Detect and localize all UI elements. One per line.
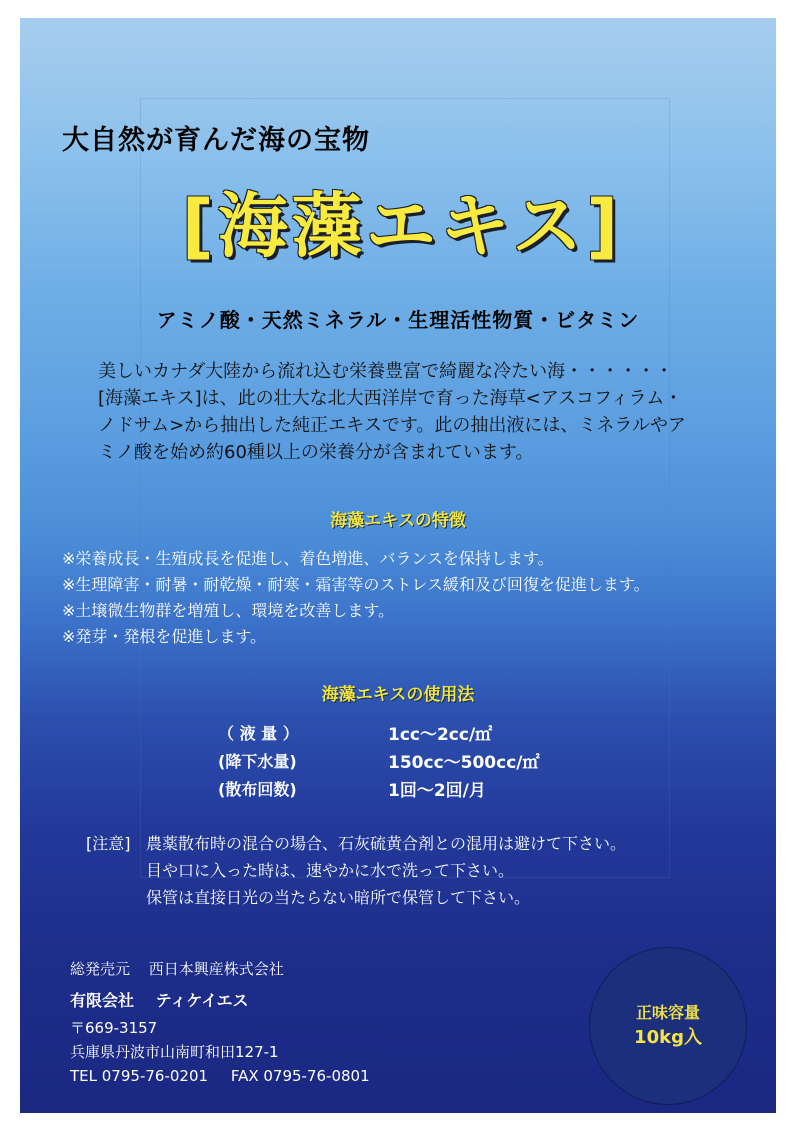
fax-number: FAX 0795-76-0801 bbox=[230, 1067, 370, 1085]
feature-item: ※土壌微生物群を増殖し、環境を改善します。 bbox=[62, 601, 395, 620]
company-type: 有限会社 bbox=[70, 991, 135, 1010]
usage-value: 1回～2回/月 bbox=[388, 780, 486, 801]
distributor-label: 総発売元 bbox=[70, 960, 131, 978]
net-content-amount: 10kg入 bbox=[634, 1027, 702, 1048]
usage-value: 150cc～500cc/㎡ bbox=[388, 752, 540, 773]
headline: 大自然が育んだ海の宝物 bbox=[62, 125, 370, 156]
usage-row bbox=[218, 718, 638, 746]
features-heading: 海藻エキスの特徴 bbox=[330, 511, 466, 531]
distributor-line bbox=[70, 958, 530, 980]
flyer-sheet bbox=[20, 18, 776, 1113]
postal-code: 〒669-3157 bbox=[70, 1019, 158, 1037]
usage-key: (散布回数) bbox=[218, 779, 297, 799]
feature-item: ※生理障害・耐暑・耐乾燥・耐寒・霜害等のストレス緩和及び回復を促進します。 bbox=[62, 575, 650, 594]
intro-paragraph: 美しいカナダ大陸から流れ込む栄養豊富で綺麗な冷たい海・・・・・・[海藻エキス]は、此の壮大な北大西洋岸で育った海草<アスコフィラム・ノドサム>から抽出した純正エキスです。此の抽出液には、ミネラルやアミノ酸を始め約60種以上の栄養分が含まれています。 bbox=[98, 361, 686, 463]
caution-text: 農薬散布時の混合の場合、石灰硫黄合剤との混用は避けて下さい。 bbox=[146, 834, 627, 853]
company-footer bbox=[70, 958, 530, 1088]
caution-tag: [注意] bbox=[86, 834, 131, 853]
usage-value: 1cc～2cc/㎡ bbox=[388, 724, 493, 745]
net-content-label: 正味容量 bbox=[635, 1003, 700, 1022]
caution-line bbox=[86, 830, 746, 857]
feature-item: ※発芽・発根を促進します。 bbox=[62, 627, 267, 646]
usage-row bbox=[218, 774, 638, 802]
street-address: 兵庫県丹波市山南町和田127-1 bbox=[70, 1043, 279, 1061]
usage-heading: 海藻エキスの使用法 bbox=[321, 685, 475, 705]
caution-text: 目や口に入った時は、速やかに水で洗って下さい。 bbox=[146, 861, 515, 880]
phone-number: TEL 0795-76-0201 bbox=[70, 1067, 209, 1085]
caution-notes bbox=[86, 830, 746, 911]
usage-key: (降下水量) bbox=[218, 751, 297, 771]
net-content-badge bbox=[590, 948, 746, 1104]
feature-item: ※栄養成長・生殖成長を促進し、着色増進、バランスを保持します。 bbox=[62, 549, 554, 568]
usage-row bbox=[218, 746, 638, 774]
subtitle: アミノ酸・天然ミネラル・生理活性物質・ビタミン bbox=[156, 308, 640, 332]
product-title: [海藻エキス] bbox=[181, 185, 623, 267]
company-line bbox=[70, 990, 530, 1012]
company-name: ティケイエス bbox=[155, 991, 249, 1010]
usage-key: （ 液 量 ） bbox=[218, 723, 299, 743]
address-block bbox=[70, 1016, 530, 1088]
caution-text: 保管は直接日光の当たらない暗所で保管して下さい。 bbox=[146, 888, 531, 907]
caution-line bbox=[86, 884, 746, 911]
caution-line bbox=[86, 857, 746, 884]
usage-table bbox=[218, 718, 638, 802]
features-list bbox=[62, 546, 762, 650]
distributor-name: 西日本興産株式会社 bbox=[148, 960, 284, 978]
contact-line bbox=[70, 1064, 530, 1088]
